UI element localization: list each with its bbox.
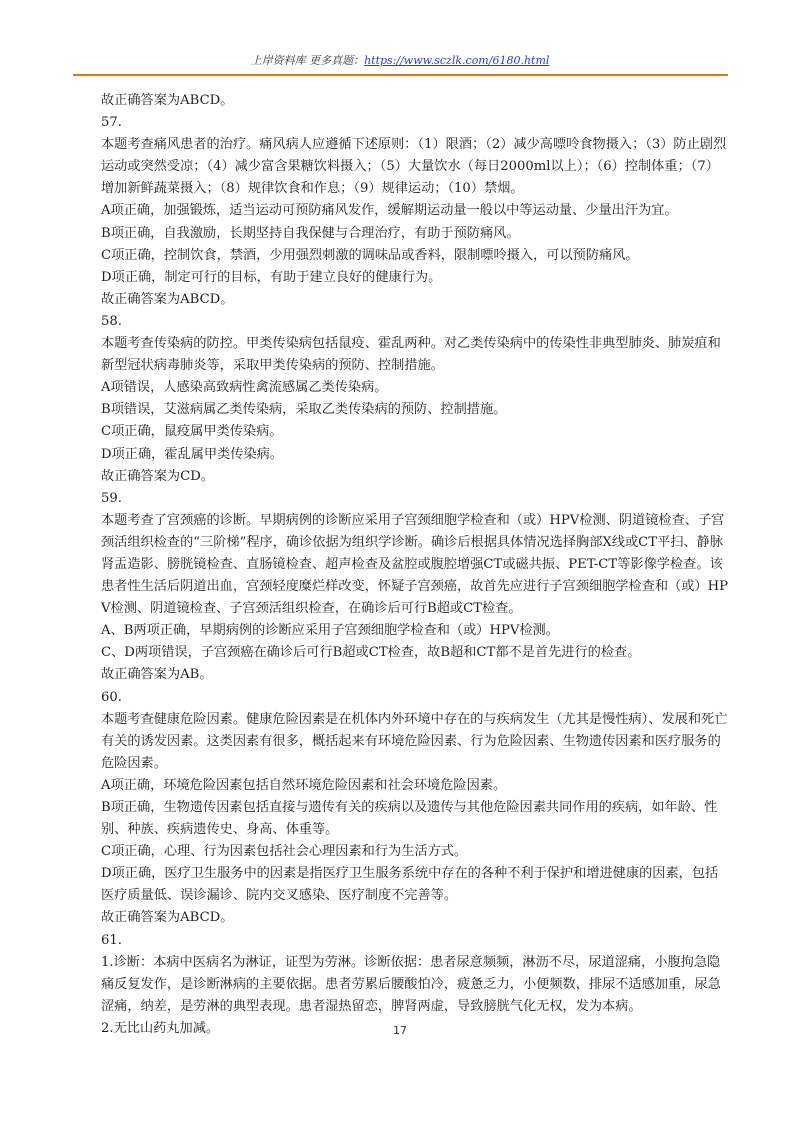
option-line: D项正确，霍乱属甲类传染病。 bbox=[101, 446, 284, 462]
question-number: 57. bbox=[101, 115, 122, 131]
option-line: A项正确，环境危险因素包括自然环境危险因素和社会环境危险因素。 bbox=[101, 777, 507, 793]
page-number: 17 bbox=[393, 1024, 407, 1037]
header-divider bbox=[73, 74, 728, 76]
option-line: D项正确，医疗卫生服务中的因素是指医疗卫生服务系统中存在的各种不利于保护和增进健康的因素，包括医疗质量低、误诊漏诊、院内交叉感染、医疗制度不完善等。 bbox=[101, 866, 719, 904]
answer-line: 故正确答案为ABCD。 bbox=[101, 291, 234, 307]
explanation-paragraph: 本题考查了宫颈癌的诊断。早期病例的诊断应采用子宫颈细胞学检查和（或）HPV检测、阴道镜检查、子宫颈活组织检查的“三阶梯”程序，确诊依据为组织学诊断。确诊后根据具体情况选择胸部X线或CT平扫、静脉肾盂造影、膀胱镜检查、直肠镜检查、超声检查及盆腔或腹腔增强CT或磁共振、PET-CT等影像学检查。该患者性生活后阴道出血，宫颈轻度糜烂样改变，怀疑子宫颈癌，故首先应进行子宫颈细胞学检查和（或）HPV检测、阴道镜检查、子宫颈活组织检查，在确诊后可行B超或CT检查。 bbox=[101, 512, 728, 617]
option-line: A项错误，人感染高致病性禽流感属乙类传染病。 bbox=[101, 380, 388, 396]
option-line: C、D两项错误，子宫颈癌在确诊后可行B超或CT检查，故B超和CT都不是首先进行的检查。 bbox=[101, 645, 641, 661]
answer-line: 故正确答案为AB。 bbox=[101, 667, 213, 683]
option-line: A项正确，加强锻炼，适当运动可预防痛风发作，缓解期运动量一般以中等运动量、少量出汗为宜。 bbox=[101, 203, 678, 219]
explanation-paragraph: 本题考查健康危险因素。健康危险因素是在机体内外环境中存在的与疾病发生（尤其是慢性病）、发展和死亡有关的诱发因素。这类因素有很多，概括起来有环境危险因素、行为危险因素、生物遗传因素和医疗服务的危险因素。 bbox=[101, 711, 728, 771]
option-line: B项正确，自我激励，长期坚持自我保健与合理治疗，有助于预防痛风。 bbox=[101, 225, 520, 241]
document-body bbox=[101, 90, 729, 1040]
option-line: D项正确，制定可行的目标，有助于建立良好的健康行为。 bbox=[101, 269, 442, 285]
explanation-paragraph: 2.无比山药丸加减。 bbox=[101, 1020, 220, 1036]
question-number: 58. bbox=[101, 313, 122, 329]
header-link[interactable]: https://www.sczlk.com/6180.html bbox=[364, 54, 550, 67]
option-line: B项错误，艾滋病属乙类传染病，采取乙类传染病的预防、控制措施。 bbox=[101, 402, 507, 418]
header-prefix: 上岸资料库 更多真题： bbox=[250, 54, 365, 67]
option-line: C项正确，控制饮食，禁酒，少用强烈刺激的调味品或香料，限制嘌呤摄入，可以预防痛风。 bbox=[101, 247, 639, 263]
option-line: C项正确，心理、行为因素包括社会心理因素和行为生活方式。 bbox=[101, 844, 468, 860]
explanation-paragraph: 本题考查传染病的防控。甲类传染病包括鼠疫、霍乱两种。对乙类传染病中的传染性非典型肺炎、肺炭疽和新型冠状病毒肺炎等，采取甲类传染病的预防、控制措施。 bbox=[101, 336, 721, 374]
answer-line: 故正确答案为CD。 bbox=[101, 468, 214, 484]
answer-line: 故正确答案为ABCD。 bbox=[101, 93, 234, 108]
option-line: B项正确，生物遗传因素包括直接与遗传有关的疾病以及遗传与其他危险因素共同作用的疾病，如年龄、性别、种族、疾病遗传史、身高、体重等。 bbox=[101, 800, 718, 838]
page-header bbox=[0, 52, 800, 74]
question-number: 60. bbox=[101, 689, 122, 705]
explanation-paragraph: 本题考查痛风患者的治疗。痛风病人应遵循下述原则：（1）限酒；（2）减少高嘌呤食物摄入；（3）防止剧烈运动或突然受凉；（4）减少富含果糖饮料摄入；（5）大量饮水（每日2000ml以上）；（6）控制体重；（7）增加新鲜蔬菜摄入；（8）规律饮食和作息；（9）规律运动；（10）禁烟。 bbox=[101, 137, 727, 197]
question-number: 59. bbox=[101, 490, 122, 506]
explanation-paragraph: 1.诊断：本病中医病名为淋证，证型为劳淋。诊断依据：患者尿意频频，淋沥不尽，尿道涩痛，小腹拘急隐痛反复发作，是诊断淋病的主要依据。患者劳累后腰酸怕冷，疲惫乏力，小便频数，排尿不适感加重，尿急涩痛，纳差，是劳淋的典型表现。患者湿热留恋，脾肾两虚，导致膀胱气化无权，发为本病。 bbox=[101, 954, 721, 1014]
answer-line: 故正确答案为ABCD。 bbox=[101, 910, 234, 926]
option-line: C项正确，鼠疫属甲类传染病。 bbox=[101, 424, 283, 440]
option-line: A、B两项正确，早期病例的诊断应采用子宫颈细胞学检查和（或）HPV检测。 bbox=[101, 623, 559, 639]
question-number: 61. bbox=[101, 932, 122, 948]
